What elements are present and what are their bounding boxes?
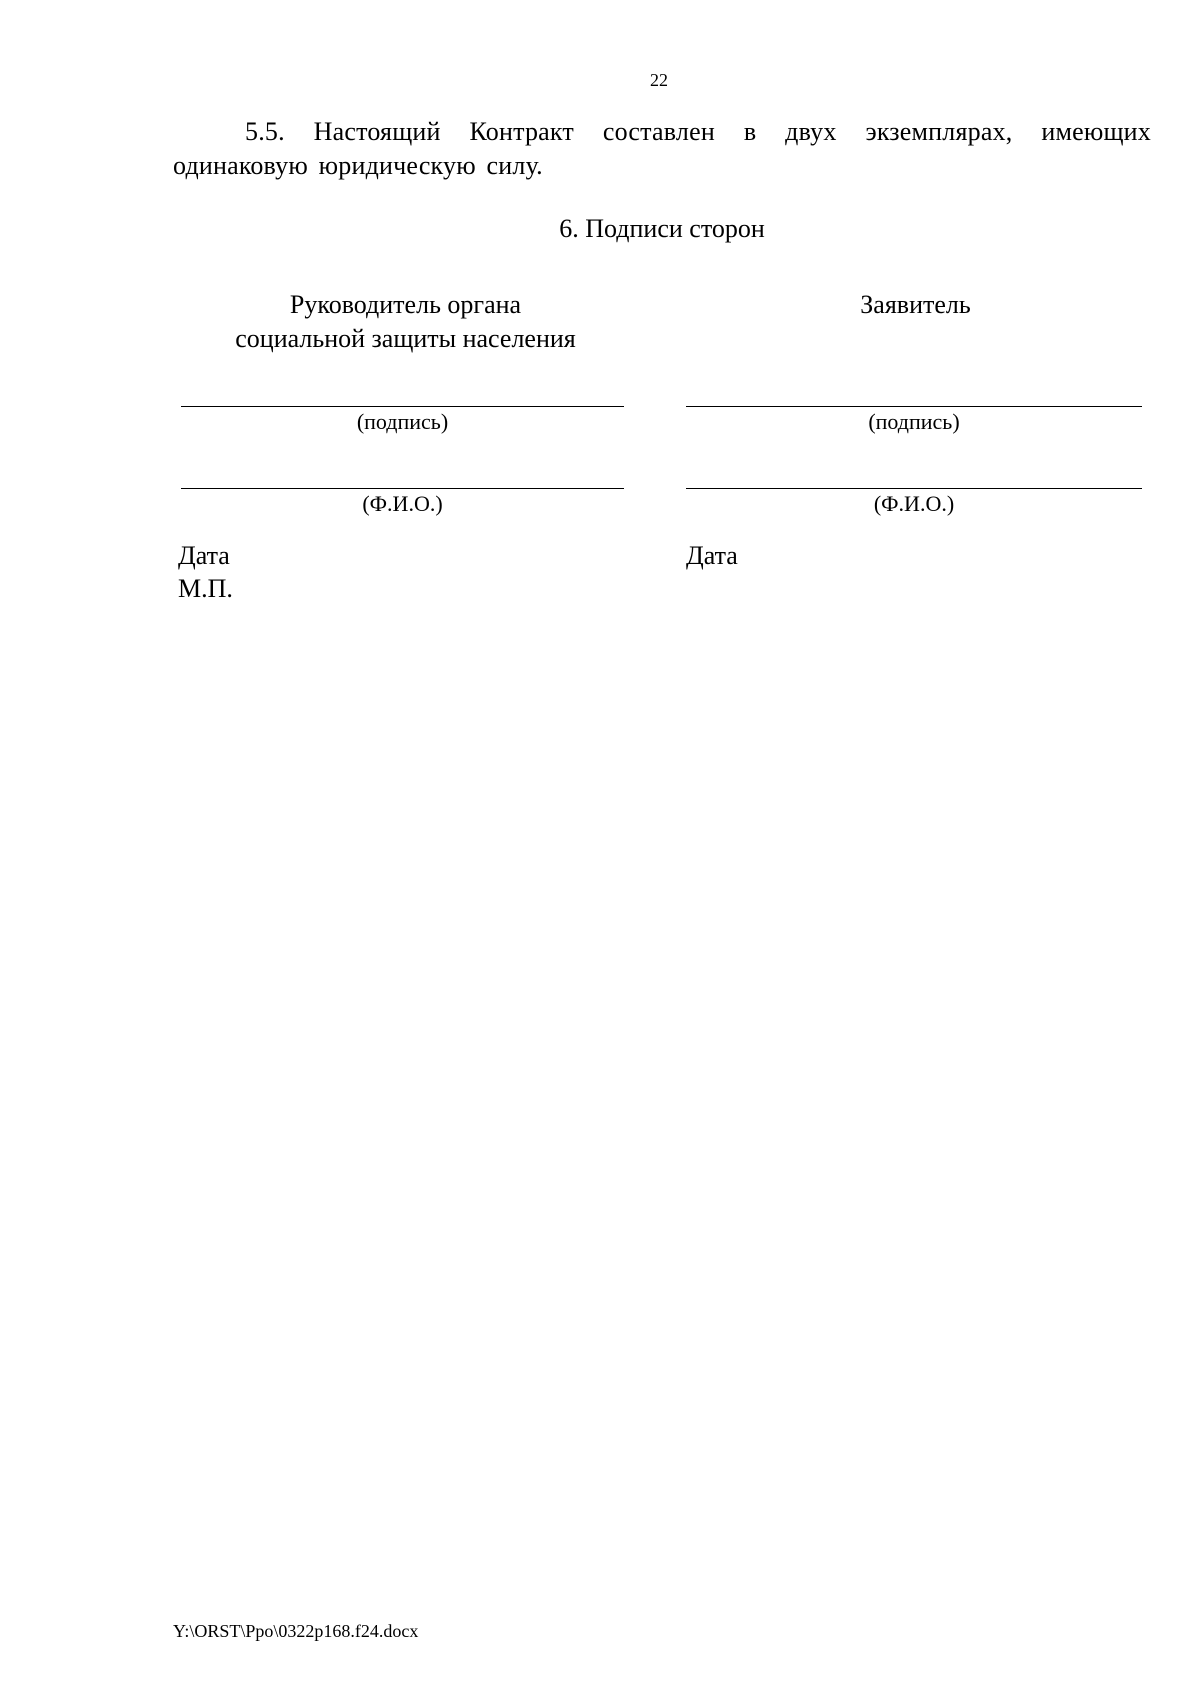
left-party-title-line2: социальной защиты населения	[235, 324, 576, 353]
left-stamp-label: М.П.	[178, 574, 233, 603]
footer-file-path: Y:\ORST\Ppo\0322p168.f24.docx	[173, 1621, 419, 1641]
right-party-title: Заявитель	[860, 290, 971, 319]
left-date-label: Дата	[178, 541, 230, 570]
left-party-title-line1: Руководитель органа	[289, 290, 522, 319]
left-party-title	[173, 288, 638, 356]
contract-clause-5-5: 5.5. Настоящий Контракт составлен в двух экземплярах, имеющих одинаковую юридическую силу.	[173, 117, 1151, 180]
left-signature-caption: (подпись)	[356, 409, 449, 434]
right-name-caption: (Ф.И.О.)	[873, 491, 955, 516]
left-name-line	[181, 488, 624, 489]
right-signature-caption: (подпись)	[868, 409, 960, 434]
left-signature-line	[181, 406, 624, 407]
right-date-label: Дата	[686, 541, 738, 570]
signatures-section-title: 6. Подписи сторон	[559, 214, 765, 243]
page-number: 22	[650, 70, 668, 90]
right-name-line	[686, 488, 1142, 489]
left-name-caption: (Ф.И.О.)	[362, 491, 443, 516]
right-signature-line	[686, 406, 1142, 407]
